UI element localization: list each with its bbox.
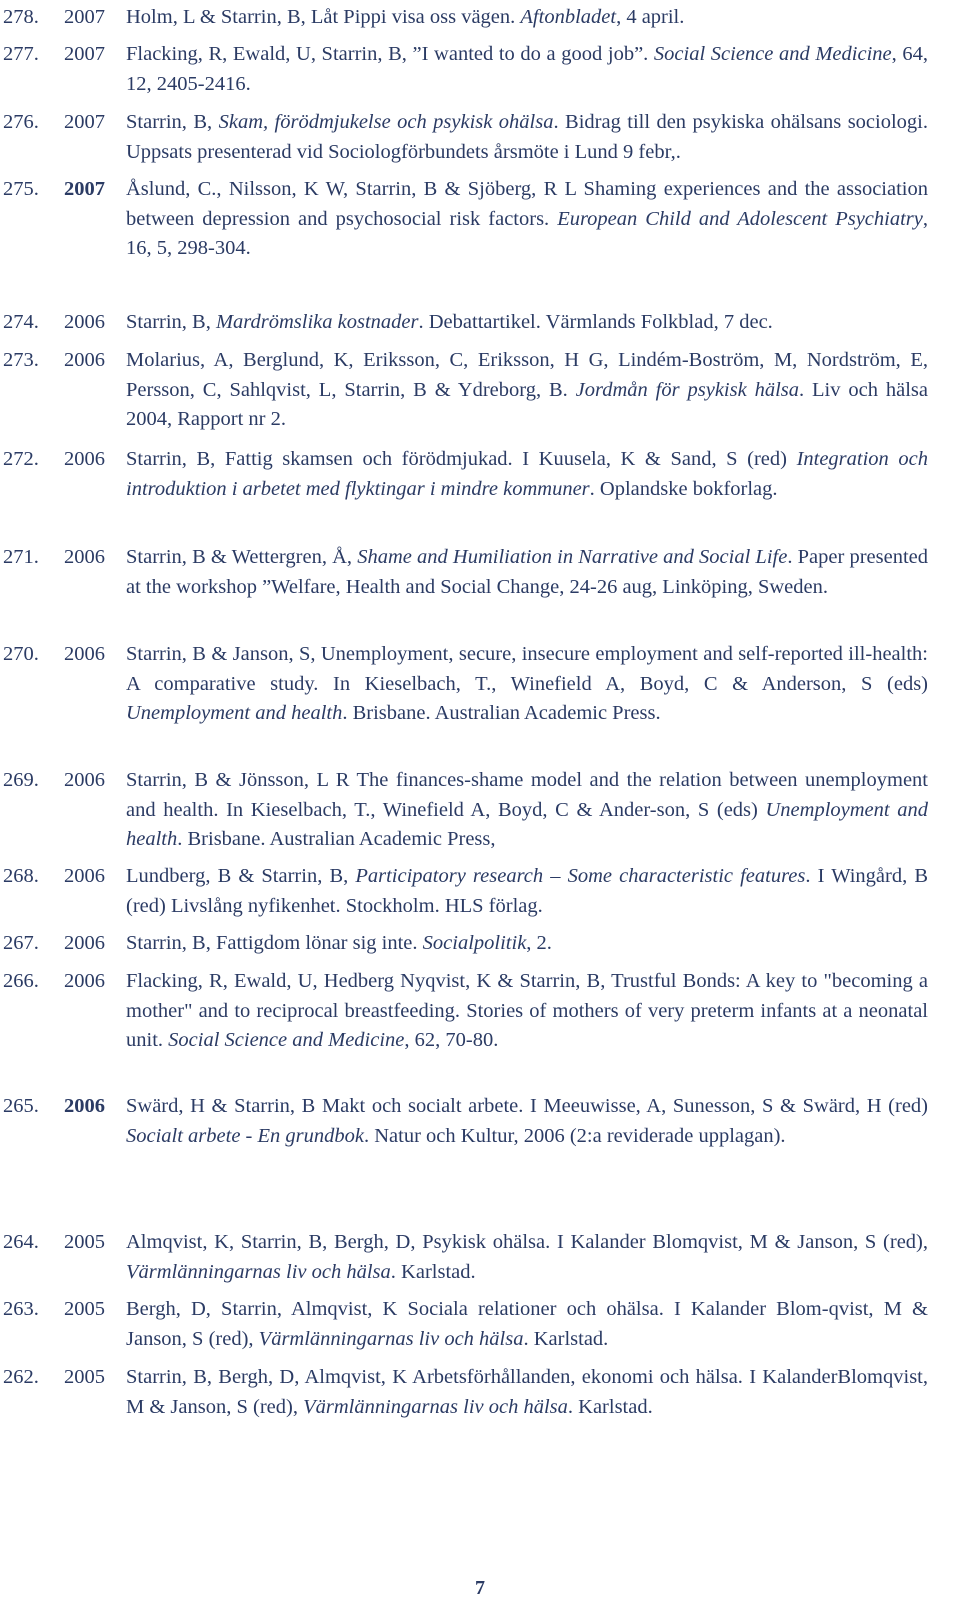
reference-entry: [0, 445, 960, 504]
entry-number: 272.: [3, 448, 39, 470]
citation-text: . Debattartikel. Värmlands Folkblad, 7 dec.: [418, 311, 773, 333]
citation-text: Starrin, B & Wettergren, Å,: [126, 546, 358, 568]
entry-number: 263.: [3, 1298, 39, 1320]
citation-text: , 62, 70-80.: [404, 1029, 499, 1051]
citation-text: Lundberg, B & Starrin, B,: [126, 865, 356, 887]
citation-text: . Karlstad.: [523, 1327, 609, 1350]
citation-text: , 2.: [526, 932, 552, 954]
entry-number: 264.: [3, 1231, 39, 1253]
entry-number: 273.: [3, 349, 39, 371]
citation-text: Swärd, H & Starrin, B Makt och socialt arbete. I Meeuwisse, A, Sunesson, S & Swärd, H (red): [126, 1095, 928, 1117]
citation-text: Starrin, B & Janson, S, Unemployment, secure, insecure employment and self-reported ill-health: A comparative study. In Kieselbach, T., Winefield A, Boyd, C & Anderson, S (eds): [126, 643, 928, 695]
citation-title: Integration och introduktion i arbetet med flyktingar i mindre kommuner: [126, 448, 928, 500]
entry-citation: [126, 1295, 928, 1354]
entry-number: 275.: [3, 178, 39, 200]
entry-year: 2006: [64, 865, 105, 887]
entry-citation: [126, 108, 928, 167]
citation-text: Starrin, B, Bergh, D, Almqvist, K Arbetsförhållanden, ekonomi och hälsa. I KalanderBlomqvist, M & Janson, S (red),: [126, 1366, 928, 1418]
reference-entry: [0, 929, 960, 959]
entry-citation: [126, 175, 928, 264]
citation-title: Mardrömslika kostnader: [215, 311, 419, 333]
citation-title: Socialt arbete - En grundbok: [126, 1124, 364, 1147]
citation-text: Starrin, B,: [126, 311, 216, 333]
reference-entry: [0, 40, 960, 99]
entry-year: 2006: [64, 970, 105, 992]
citation-text: , 4 april.: [616, 6, 685, 28]
entry-year: 2007: [64, 178, 105, 200]
entry-year: 2006: [64, 349, 105, 371]
citation-text: Bergh, D, Starrin, Almqvist, K Sociala relationer och ohälsa. I Kalander Blom-qvist, M & Janson, S (red),: [126, 1298, 928, 1350]
reference-entry: [0, 108, 960, 167]
citation-text: Starrin, B,: [126, 111, 219, 133]
entry-year: 2007: [64, 43, 105, 65]
entry-number: 268.: [3, 865, 39, 887]
entry-citation: [126, 543, 928, 602]
citation-title: Unemployment and health: [126, 702, 343, 724]
entry-citation: [126, 3, 928, 33]
citation-title: Skam, förödmjukelse och psykisk ohälsa: [218, 111, 554, 133]
citation-title: European Child and Adolescent Psychiatry: [557, 207, 923, 230]
citation-text: , 64, 12, 2405-2416.: [126, 43, 928, 95]
reference-entry: [0, 862, 960, 921]
reference-entry: [0, 640, 960, 729]
citation-title: Social Science and Medicine: [168, 1029, 405, 1051]
citation-text: . Natur och Kultur, 2006 (2:a reviderade upplagan).: [363, 1124, 786, 1147]
citation-text: Molarius, A, Berglund, K, Eriksson, C, Eriksson, H G, Lindém-Boström, M, Nordström, E, Persson, C, Sahlqvist, L, Starrin, B & Ydreborg, B.: [126, 349, 928, 401]
entry-citation: [126, 308, 928, 338]
entry-number: 265.: [3, 1095, 39, 1117]
reference-entry: [0, 175, 960, 264]
citation-title: Participatory research – Some characteristic features: [355, 865, 806, 887]
entry-year: 2006: [64, 769, 105, 791]
entry-citation: [126, 766, 928, 855]
citation-text: Flacking, R, Ewald, U, Hedberg Nyqvist, K & Starrin, B, Trustful Bonds: A key to "becoming a mother" and to reciprocal breastfeeding. Stories of mothers of very preterm infants at a neonatal unit.: [126, 970, 928, 1051]
entry-year: 2007: [64, 6, 105, 28]
entry-number: 269.: [3, 769, 39, 791]
citation-text: Starrin, B, Fattigdom lönar sig inte.: [126, 932, 423, 954]
entry-year: 2006: [64, 1095, 105, 1117]
entry-citation: [126, 445, 928, 504]
citation-title: Social Science and Medicine: [653, 43, 892, 65]
entry-number: 271.: [3, 546, 39, 568]
entry-year: 2006: [64, 448, 105, 470]
entry-citation: [126, 40, 928, 99]
entry-citation: [126, 967, 928, 1056]
citation-text: . Brisbane. Australian Academic Press,: [177, 828, 496, 850]
reference-entry: [0, 1295, 960, 1354]
citation-title: Shame and Humiliation in Narrative and Social Life: [357, 546, 788, 568]
reference-entry: [0, 1363, 960, 1422]
reference-entry: [0, 346, 960, 435]
entry-year: 2005: [64, 1231, 105, 1253]
entry-year: 2006: [64, 932, 105, 954]
citation-text: . Brisbane. Australian Academic Press.: [342, 702, 661, 724]
reference-entry: [0, 766, 960, 855]
citation-text: Flacking, R, Ewald, U, Starrin, B, ”I wanted to do a good job”.: [126, 43, 654, 65]
reference-entry: [0, 1092, 960, 1151]
citation-text: . Karlstad.: [390, 1260, 476, 1283]
entry-citation: [126, 1092, 928, 1151]
citation-text: Almqvist, K, Starrin, B, Bergh, D, Psykisk ohälsa. I Kalander Blomqvist, M & Janson, S (red),: [126, 1231, 928, 1253]
citation-text: Starrin, B, Fattig skamsen och förödmjukad. I Kuusela, K & Sand, S (red): [126, 448, 797, 470]
entry-citation: [126, 1228, 928, 1287]
entry-year: 2006: [64, 643, 105, 665]
entry-number: 266.: [3, 970, 39, 992]
reference-entry: [0, 543, 960, 602]
entry-citation: [126, 640, 928, 729]
citation-title: Värmlänningarnas liv och hälsa: [303, 1395, 568, 1418]
citation-text: Starrin, B & Jönsson, L R The finances-shame model and the relation between unemployment and health. In Kieselbach, T., Winefield A, Boyd, C & Ander-son, S (eds): [126, 769, 928, 821]
citation-text: , 16, 5, 298-304.: [126, 207, 928, 259]
entry-citation: [126, 929, 928, 959]
citation-text: Holm, L & Starrin, B, Låt Pippi visa oss vägen.: [126, 6, 521, 28]
citation-text: . Bidrag till den psykiska ohälsans sociologi. Uppsats presenterad vid Sociologförbundets årsmöte i Lund 9 febr,.: [126, 111, 928, 163]
citation-text: . Liv och hälsa 2004, Rapport nr 2.: [126, 378, 928, 430]
reference-entry: [0, 967, 960, 1056]
entry-number: 278.: [3, 6, 39, 28]
entry-citation: [126, 1363, 928, 1422]
reference-entry: [0, 3, 960, 33]
citation-text: . Oplandske bokforlag.: [589, 477, 778, 500]
entry-year: 2006: [64, 311, 105, 333]
reference-entry: [0, 1228, 960, 1287]
entry-number: 267.: [3, 932, 39, 954]
citation-title: Värmlänningarnas liv och hälsa: [258, 1327, 524, 1350]
citation-text: Åslund, C., Nilsson, K W, Starrin, B & Sjöberg, R L Shaming experiences and the association between depression and psychosocial risk factors.: [126, 178, 928, 230]
citation-title: Värmlänningarnas liv och hälsa: [126, 1260, 391, 1283]
citation-title: Aftonbladet: [520, 6, 617, 28]
entry-year: 2006: [64, 546, 105, 568]
reference-entry: [0, 308, 960, 338]
entry-number: 262.: [3, 1366, 39, 1388]
entry-citation: [126, 346, 928, 435]
citation-text: . I Wingård, B (red) Livslång nyfikenhet. Stockholm. HLS förlag.: [126, 865, 929, 917]
page-number: 7: [475, 1577, 485, 1599]
citation-title: Jordmån för psykisk hälsa: [575, 378, 799, 401]
entry-number: 277.: [3, 43, 39, 65]
entry-year: 2005: [64, 1298, 105, 1320]
citation-title: Socialpolitik: [422, 932, 527, 954]
entry-citation: [126, 862, 928, 921]
entry-year: 2005: [64, 1366, 105, 1388]
entry-number: 274.: [3, 311, 39, 333]
entry-number: 276.: [3, 111, 39, 133]
entry-year: 2007: [64, 111, 105, 133]
citation-text: . Paper presented at the workshop ”Welfare, Health and Social Change, 24-26 aug, Linköping, Sweden.: [126, 546, 928, 598]
entry-number: 270.: [3, 643, 39, 665]
citation-text: . Karlstad.: [567, 1395, 653, 1418]
citation-title: Unemployment and health: [126, 798, 928, 850]
